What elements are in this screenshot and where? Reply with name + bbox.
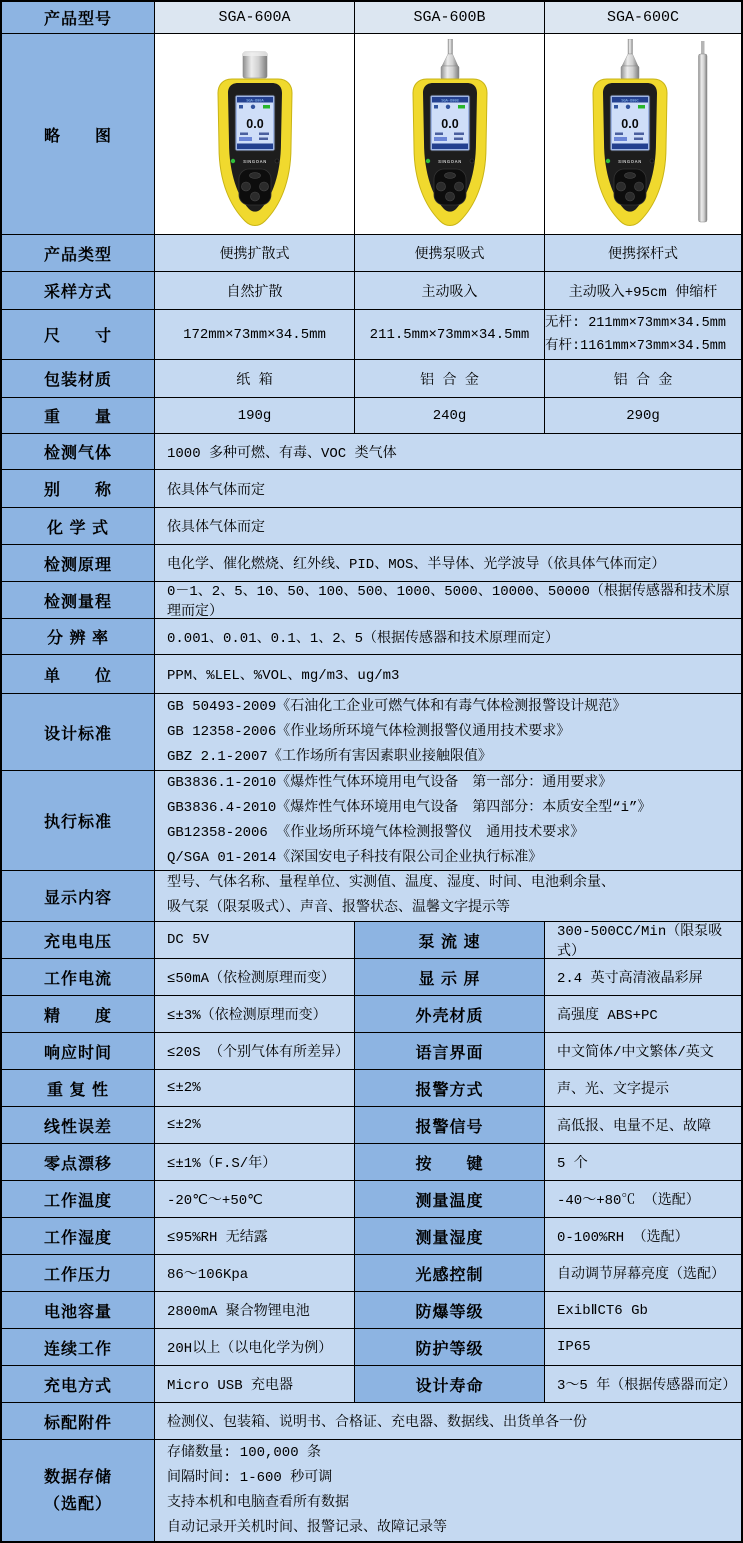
- table-row: [2, 1107, 741, 1144]
- spec-value: 5 个: [545, 1144, 741, 1180]
- spec-label: 工作压力: [2, 1255, 155, 1291]
- spec-value: 240g: [355, 398, 545, 433]
- battery-icon: [263, 105, 270, 109]
- table-row: [2, 1440, 741, 1541]
- spec-value: 铝 合 金: [355, 360, 545, 397]
- spec-value-line: 间隔时间: 1-600 秒可调: [167, 1469, 333, 1486]
- spec-label: 充电电压: [2, 922, 155, 958]
- spec-value-line: 无杆: 211mm×73mm×34.5mm: [545, 315, 726, 331]
- spec-value: ≤95%RH 无结露: [155, 1218, 355, 1254]
- spec-value: 便携探杆式: [545, 235, 741, 271]
- spec-label: 执行标准: [2, 771, 155, 870]
- spec-label: 报警信号: [355, 1107, 545, 1143]
- spec-value: 172mm×73mm×34.5mm: [155, 310, 355, 359]
- enter-button: [626, 192, 635, 201]
- screen-highlight-cell: [434, 137, 447, 141]
- spec-label: 电池容量: [2, 1292, 155, 1328]
- table-row: [2, 771, 741, 871]
- table-row: [2, 508, 741, 545]
- fan-icon: [250, 105, 254, 109]
- power-button: [650, 159, 654, 163]
- spec-value: 2.4 英寸高清液晶彩屏: [545, 959, 741, 995]
- spec-label: 防爆等级: [355, 1292, 545, 1328]
- spec-value: 190g: [155, 398, 355, 433]
- table-row: [2, 871, 741, 922]
- spec-value: 自动调节屏幕亮度（选配）: [545, 1255, 741, 1291]
- status-led: [425, 159, 429, 163]
- device-screen-value: 0.0: [621, 117, 639, 131]
- spec-value: 300-500CC/Min（限泵吸式）: [545, 922, 741, 958]
- spec-value: 高强度 ABS+PC: [545, 996, 741, 1032]
- enter-button: [250, 192, 259, 201]
- device-illustration: [180, 39, 330, 229]
- spec-label-line: （选配）: [43, 1495, 112, 1513]
- table-row: [2, 34, 741, 235]
- spec-value: ≤±3%（依检测原理而变）: [155, 996, 355, 1032]
- screen-highlight-cell: [614, 137, 627, 141]
- screen-row-avg: [435, 133, 443, 136]
- sketch-row-label: 略 图: [2, 34, 155, 234]
- spec-value: IP65: [545, 1329, 741, 1365]
- speaker-icon: [434, 105, 438, 109]
- device-screen-value: 0.0: [440, 117, 459, 131]
- spec-value: 主动吸入+95cm 伸缩杆: [545, 272, 741, 309]
- screen-row-max: [634, 133, 644, 136]
- spec-value: 声、光、文字提示: [545, 1070, 741, 1106]
- spec-value: 0.001、0.01、0.1、1、2、5（根据传感器和技术原理而定）: [155, 619, 741, 654]
- device-image-sga-600b: [355, 34, 545, 234]
- spec-label: 工作电流: [2, 959, 155, 995]
- brand-label: SINGOAN: [618, 159, 642, 164]
- table-row: [2, 922, 741, 959]
- spec-label: 检测量程: [2, 582, 155, 618]
- spec-label: 充电方式: [2, 1366, 155, 1402]
- spec-label: 测量温度: [355, 1181, 545, 1217]
- spec-label: 重 量: [2, 398, 155, 433]
- spec-value: -20℃～+50℃: [155, 1181, 355, 1217]
- spec-label: 按 键: [355, 1144, 545, 1180]
- spec-label: 语言界面: [355, 1033, 545, 1069]
- left-button: [436, 182, 445, 191]
- battery-icon: [638, 105, 645, 109]
- power-button: [275, 159, 279, 163]
- spec-label: 零点漂移: [2, 1144, 155, 1180]
- table-row: [2, 1292, 741, 1329]
- spec-label: 检测气体: [2, 434, 155, 469]
- spec-value: [155, 871, 741, 921]
- device-image-sga-600c: [545, 34, 741, 234]
- spec-label: 采样方式: [2, 272, 155, 309]
- probe-cone: [622, 54, 638, 66]
- table-row: [2, 272, 741, 310]
- spec-label: 设计标准: [2, 694, 155, 770]
- model-header-sga-600b: SGA-600B: [355, 2, 545, 33]
- spec-label: 标配附件: [2, 1403, 155, 1439]
- right-button: [259, 182, 268, 191]
- table-row: [2, 1329, 741, 1366]
- probe-tube: [448, 39, 453, 54]
- spec-value-line: 吸气泵（限泵吸式）、声音、报警状态、温馨文字提示等: [167, 900, 510, 916]
- table-row: [2, 2, 741, 34]
- enter-button: [445, 192, 454, 201]
- spec-value: ≤±2%: [155, 1107, 355, 1143]
- screen-status-bar: [612, 144, 648, 150]
- table-row: [2, 959, 741, 996]
- device-image-sga-600a: [155, 34, 355, 234]
- spec-value: 2800mA 聚合物锂电池: [155, 1292, 355, 1328]
- spec-label: 包装材质: [2, 360, 155, 397]
- spec-value-line: 型号、气体名称、量程单位、实测值、温度、湿度、时间、电池剩余量、: [167, 875, 615, 891]
- table-row: [2, 235, 741, 272]
- spec-label: 化 学 式: [2, 508, 155, 544]
- spec-value: 86～106Kpa: [155, 1255, 355, 1291]
- spec-label: 别 称: [2, 470, 155, 507]
- column-header-label: 产品型号: [2, 2, 155, 33]
- screen-model-text: SGA-600B: [440, 99, 459, 104]
- spec-label: 响应时间: [2, 1033, 155, 1069]
- spec-value-line: 自动记录开关机时间、报警记录、故障记录等: [167, 1519, 447, 1536]
- spec-label: 分 辨 率: [2, 619, 155, 654]
- left-button: [241, 182, 250, 191]
- speaker-icon: [239, 105, 243, 109]
- spec-label: 设计寿命: [355, 1366, 545, 1402]
- spec-value: -40～+80℃ （选配）: [545, 1181, 741, 1217]
- table-row: [2, 1144, 741, 1181]
- menu-button: [444, 173, 455, 179]
- table-row: [2, 996, 741, 1033]
- brand-label: SINGOAN: [437, 159, 462, 164]
- spec-value-lines: [545, 312, 741, 358]
- spec-value: 20H以上（以电化学为例）: [155, 1329, 355, 1365]
- screen-row-avg: [615, 133, 623, 136]
- spec-value-line: 有杆:1161mm×73mm×34.5mm: [545, 338, 726, 354]
- spec-value: 便携泵吸式: [355, 235, 545, 271]
- spec-value: [155, 1440, 741, 1541]
- spec-label: 精 度: [2, 996, 155, 1032]
- spec-value: 1000 多种可燃、有毒、VOC 类气体: [155, 434, 741, 469]
- fan-icon: [626, 105, 630, 109]
- table-row: [2, 1366, 741, 1403]
- screen-highlight-cell: [239, 137, 252, 141]
- spec-value: [155, 694, 741, 770]
- battery-icon: [458, 105, 465, 109]
- screen-model-text: SGA-600A: [245, 99, 264, 104]
- menu-button: [625, 173, 636, 179]
- spec-label: 报警方式: [355, 1070, 545, 1106]
- table-row: [2, 545, 741, 582]
- device-screen-value: 0.0: [245, 117, 264, 131]
- telescopic-rod: [699, 54, 708, 222]
- spec-label: 光感控制: [355, 1255, 545, 1291]
- spec-value: 依具体气体而定: [155, 508, 741, 544]
- table-row: [2, 1070, 741, 1107]
- spec-value-line: 支持本机和电脑查看所有数据: [167, 1494, 349, 1511]
- spec-label: 泵 流 速: [355, 922, 545, 958]
- device-illustration: [568, 39, 718, 229]
- fan-icon: [445, 105, 449, 109]
- spec-value: DC 5V: [155, 922, 355, 958]
- power-button: [470, 159, 474, 163]
- spec-value: 211.5mm×73mm×34.5mm: [355, 310, 545, 359]
- spec-value: ≤50mA（依检测原理而变）: [155, 959, 355, 995]
- status-led: [230, 159, 234, 163]
- spec-label: 重 复 性: [2, 1070, 155, 1106]
- spec-label: 检测原理: [2, 545, 155, 581]
- spec-value-line: GB 12358-2006《作业场所环境气体检测报警仪通用技术要求》: [167, 723, 571, 740]
- spec-label: 工作温度: [2, 1181, 155, 1217]
- spec-label: 显示内容: [2, 871, 155, 921]
- spec-value-line: 存储数量: 100,000 条: [167, 1444, 322, 1461]
- table-row: [2, 1403, 741, 1440]
- spec-value: 自然扩散: [155, 272, 355, 309]
- menu-button: [249, 173, 260, 179]
- spec-label: 连续工作: [2, 1329, 155, 1365]
- spec-label: 尺 寸: [2, 310, 155, 359]
- telescopic-rod-tip: [701, 41, 705, 55]
- spec-value-lines: [167, 1441, 733, 1541]
- screen-row-val: [259, 138, 268, 141]
- spec-label: 外壳材质: [355, 996, 545, 1032]
- table-row: [2, 582, 741, 619]
- table-row: [2, 1033, 741, 1070]
- table-row: [2, 434, 741, 470]
- spec-label-lines: [2, 1464, 154, 1518]
- spec-value: 主动吸入: [355, 272, 545, 309]
- brand-label: SINGOAN: [242, 159, 267, 164]
- right-button: [454, 182, 463, 191]
- status-led: [606, 159, 610, 163]
- spec-value: [155, 771, 741, 870]
- screen-row-val: [454, 138, 463, 141]
- spec-value: 电化学、催化燃烧、红外线、PID、MOS、半导体、光学波导（依具体气体而定）: [155, 545, 741, 581]
- spec-value: 0-100%RH （选配）: [545, 1218, 741, 1254]
- spec-value: 290g: [545, 398, 741, 433]
- spec-label: 单 位: [2, 655, 155, 693]
- spec-value: 3～5 年（根据传感器而定）: [545, 1366, 741, 1402]
- table-row: [2, 694, 741, 771]
- spec-value-lines: [167, 695, 733, 770]
- spec-value: ≤±2%: [155, 1070, 355, 1106]
- spec-value: 便携扩散式: [155, 235, 355, 271]
- table-row: [2, 1218, 741, 1255]
- screen-row-avg: [240, 133, 248, 136]
- model-header-sga-600c: SGA-600C: [545, 2, 741, 33]
- spec-label: 测量湿度: [355, 1218, 545, 1254]
- spec-value-line: GB12358-2006 《作业场所环境气体检测报警仪 通用技术要求》: [167, 824, 585, 841]
- probe-cone: [442, 54, 458, 66]
- spec-label: [2, 1440, 155, 1541]
- spec-value: 检测仪、包装箱、说明书、合格证、充电器、数据线、出货单各一份: [155, 1403, 741, 1439]
- screen-model-text: SGA-600C: [621, 99, 639, 104]
- spec-value-line: GBZ 2.1-2007《工作场所有害因素职业接触限值》: [167, 748, 492, 765]
- screen-row-val: [634, 138, 643, 141]
- right-button: [635, 182, 644, 191]
- screen-status-bar: [237, 144, 273, 150]
- table-row: [2, 360, 741, 398]
- spec-value-line: GB 50493-2009《石油化工企业可燃气体和有毒气体检测报警设计规范》: [167, 698, 627, 715]
- spec-value-line: GB3836.4-2010《爆炸性气体环境用电气设备 第四部分：本质安全型“i”》: [167, 799, 652, 816]
- spec-value: 铝 合 金: [545, 360, 741, 397]
- speaker-icon: [614, 105, 618, 109]
- left-button: [617, 182, 626, 191]
- spec-value: ExibⅡCT6 Gb: [545, 1292, 741, 1328]
- probe-collar: [621, 66, 639, 79]
- table-row: [2, 1181, 741, 1218]
- spec-value-lines: [167, 871, 733, 921]
- screen-row-max: [259, 133, 269, 136]
- spec-value-lines: [167, 771, 733, 870]
- device-illustration: [375, 39, 525, 229]
- spec-value: 纸 箱: [155, 360, 355, 397]
- probe-collar: [441, 66, 459, 79]
- spec-label: 工作湿度: [2, 1218, 155, 1254]
- spec-value-line: GB3836.1-2010《爆炸性气体环境用电气设备 第一部分：通用要求》: [167, 774, 613, 791]
- screen-row-max: [454, 133, 464, 136]
- table-row: [2, 310, 741, 360]
- probe-tube: [628, 39, 633, 54]
- spec-value: ≤20S （个别气体有所差异）: [155, 1033, 355, 1069]
- table-row: [2, 398, 741, 434]
- model-header-sga-600a: SGA-600A: [155, 2, 355, 33]
- spec-value: ≤±1%（F.S/年）: [155, 1144, 355, 1180]
- spec-value: 0－1、2、5、10、50、100、500、1000、5000、10000、50000（根据传感器和技术原理而定）: [155, 582, 741, 618]
- spec-value: [545, 310, 741, 359]
- spec-value: 依具体气体而定: [155, 470, 741, 507]
- spec-value: 中文简体/中文繁体/英文: [545, 1033, 741, 1069]
- spec-value: PPM、%LEL、%VOL、mg/m3、ug/m3: [155, 655, 741, 693]
- spec-value-line: Q/SGA 01-2014《深国安电子科技有限公司企业执行标准》: [167, 849, 543, 866]
- screen-status-bar: [432, 144, 468, 150]
- spec-label-line: 数据存储: [43, 1468, 112, 1486]
- spec-label: 显 示 屏: [355, 959, 545, 995]
- spec-label: 产品类型: [2, 235, 155, 271]
- spec-value: Micro USB 充电器: [155, 1366, 355, 1402]
- table-row: [2, 1255, 741, 1292]
- table-row: [2, 655, 741, 694]
- spec-value: 高低报、电量不足、故障: [545, 1107, 741, 1143]
- table-row: [2, 619, 741, 655]
- spec-label: 线性误差: [2, 1107, 155, 1143]
- table-row: [2, 470, 741, 508]
- spec-label: 防护等级: [355, 1329, 545, 1365]
